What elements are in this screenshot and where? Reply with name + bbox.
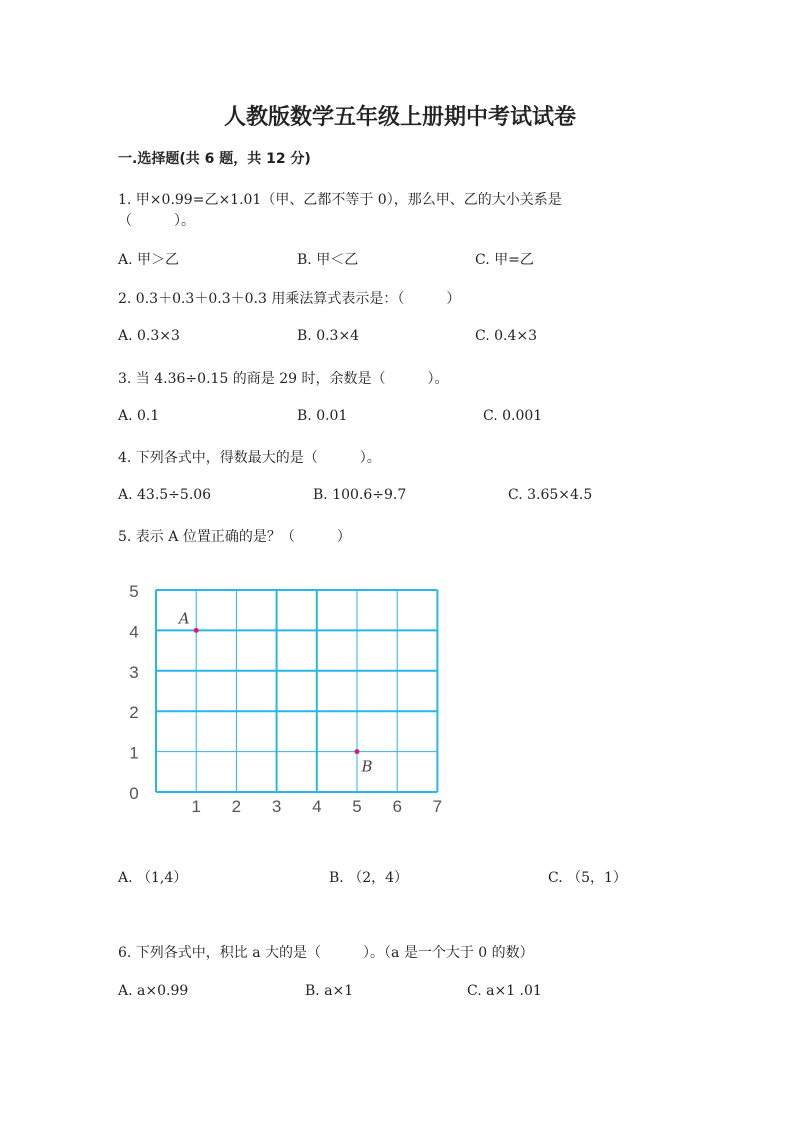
- point-label: A: [178, 609, 190, 628]
- q1-option-c[interactable]: C. 甲=乙: [475, 252, 534, 268]
- q3-option-a[interactable]: A. 0.1: [118, 408, 160, 424]
- q4-option-a[interactable]: A. 43.5÷5.06: [118, 487, 212, 503]
- y-tick-label: 2: [129, 703, 139, 723]
- x-tick-label: 6: [392, 797, 402, 815]
- q2-option-b[interactable]: B. 0.3×4: [297, 328, 360, 344]
- point-b: [355, 749, 360, 754]
- q4-option-b[interactable]: B. 100.6÷9.7: [313, 487, 407, 503]
- x-tick-label: 7: [432, 797, 443, 815]
- y-tick-label: 0: [129, 784, 139, 803]
- q2-option-c[interactable]: C. 0.4×3: [475, 328, 538, 344]
- question-3-text: 3. 当 4.36÷0.15 的商是 29 时，余数是（ ）。: [118, 371, 449, 387]
- coordinate-grid: [120, 575, 460, 815]
- q1-option-b[interactable]: B. 甲＜乙: [297, 252, 359, 268]
- q5-option-c[interactable]: C. （5，1）: [548, 870, 627, 886]
- q2-option-a[interactable]: A. 0.3×3: [118, 328, 180, 344]
- x-tick-label: 4: [312, 797, 322, 815]
- question-1-text: 1. 甲×0.99=乙×1.01（甲、乙都不等于 0），那么甲、乙的大小关系是: [118, 192, 562, 208]
- q5-option-b[interactable]: B. （2，4）: [329, 870, 409, 886]
- question-4-text: 4. 下列各式中，得数最大的是（ ）。: [118, 450, 381, 466]
- x-tick-label: 3: [271, 797, 282, 815]
- x-tick-label: 1: [191, 797, 201, 815]
- q5-option-a[interactable]: A. （1,4）: [118, 870, 188, 886]
- q3-option-b[interactable]: B. 0.01: [297, 408, 348, 424]
- q6-option-c[interactable]: C. a×1 .01: [467, 983, 542, 999]
- y-tick-label: 5: [129, 582, 139, 601]
- point-label: B: [361, 757, 373, 776]
- x-tick-label: 5: [352, 797, 362, 815]
- question-2-text: 2. 0.3＋0.3＋0.3＋0.3 用乘法算式表示是：（ ）: [118, 291, 461, 307]
- question-1-text-cont: （ ）。: [118, 213, 195, 229]
- section-heading: 一.选择题(共 6 题，共 12 分): [118, 151, 311, 167]
- q1-option-a[interactable]: A. 甲＞乙: [118, 252, 180, 268]
- point-a: [194, 628, 199, 633]
- q6-option-a[interactable]: A. a×0.99: [118, 983, 189, 999]
- page-title: 人教版数学五年级上册期中考试试卷: [223, 104, 576, 130]
- q4-option-c[interactable]: C. 3.65×4.5: [508, 487, 593, 503]
- y-tick-label: 1: [129, 743, 139, 763]
- question-6-text: 6. 下列各式中，积比 a 大的是（ ）。（a 是一个大于 0 的数）: [118, 945, 534, 961]
- x-tick-label: 2: [231, 797, 242, 815]
- question-5-text: 5. 表示 A 位置正确的是？（ ）: [118, 529, 351, 545]
- q3-option-c[interactable]: C. 0.001: [483, 408, 543, 424]
- y-tick-label: 4: [129, 622, 139, 642]
- y-tick-label: 3: [129, 662, 139, 682]
- q6-option-b[interactable]: B. a×1: [305, 983, 354, 999]
